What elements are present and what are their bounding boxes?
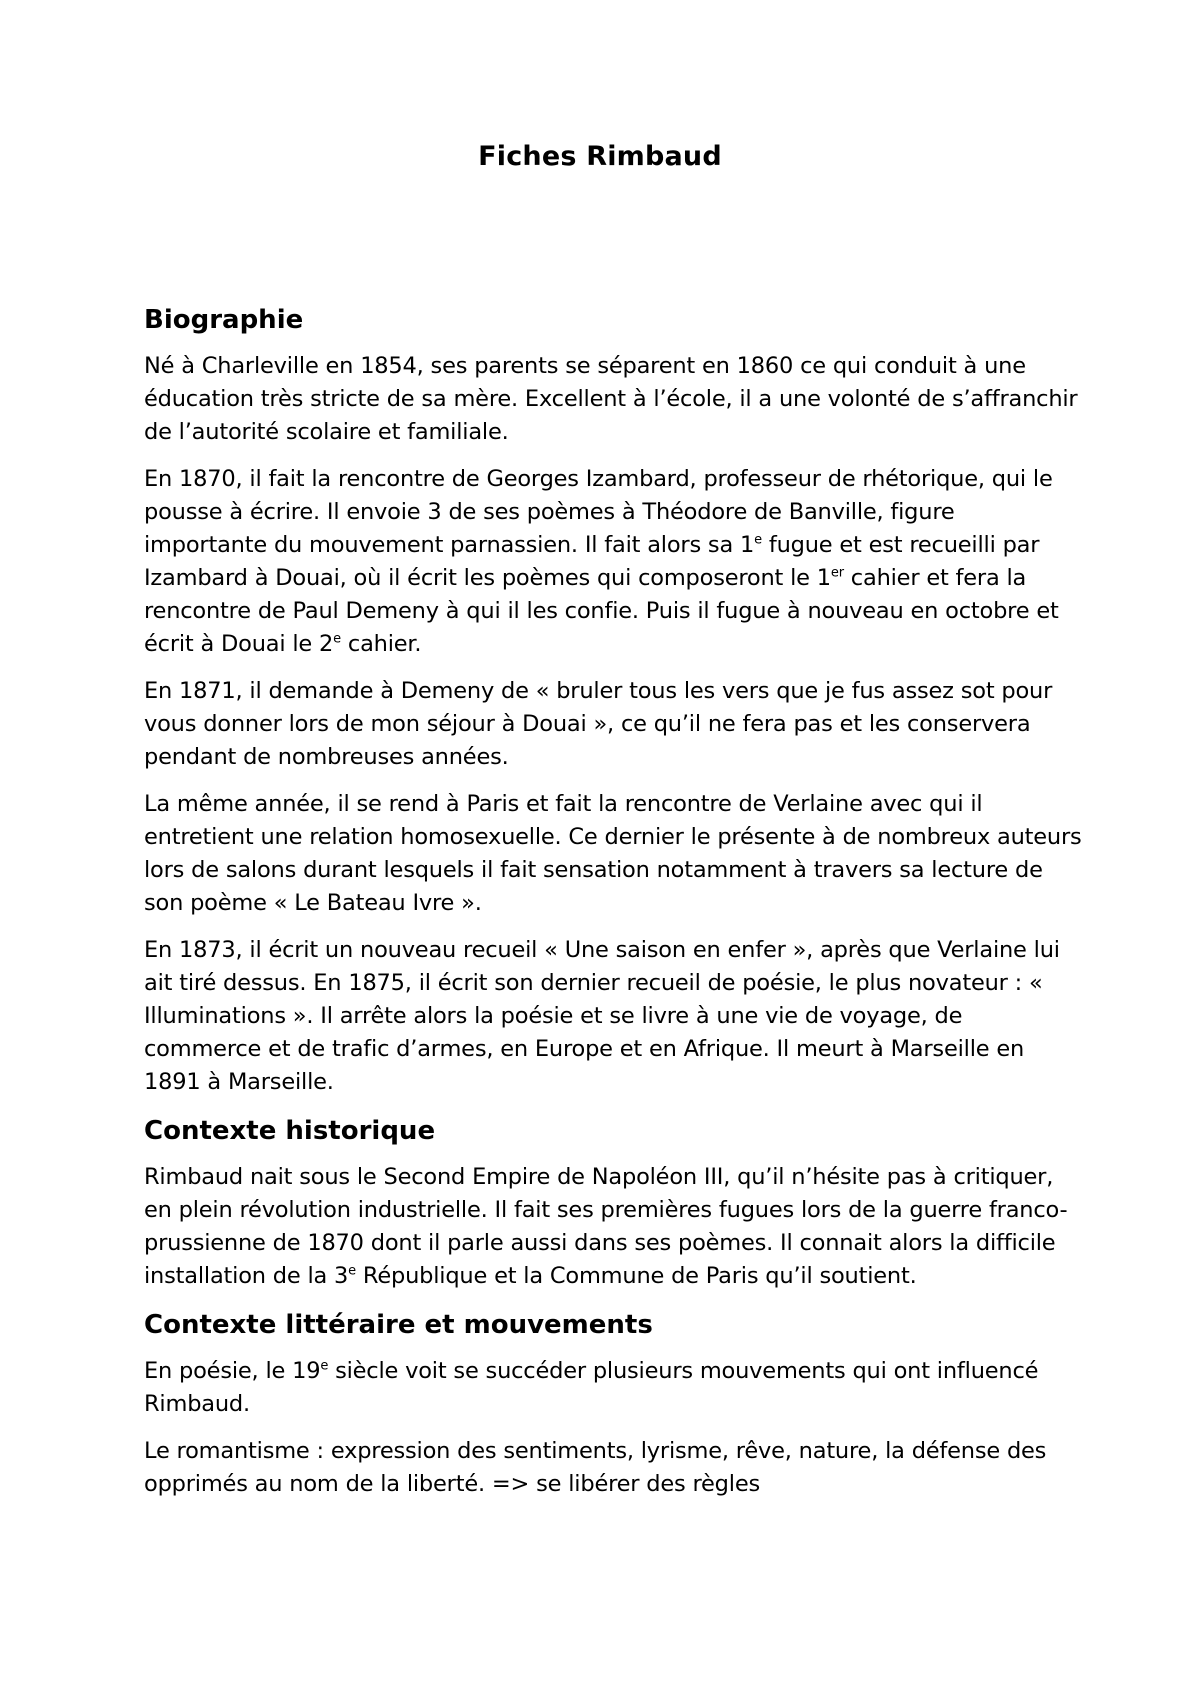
text-run: siècle voit se succéder plusieurs mouvements qui ont influencé Rimbaud.	[144, 1358, 1039, 1417]
paragraph: En 1871, il demande à Demeny de « bruler tous les vers que je fus assez sot pour vous donner lors de mon séjour à Douai », ce qu’il ne fera pas et les conservera pendant de nombreuses années.	[144, 678, 1053, 770]
text-run: En poésie, le 19	[144, 1358, 321, 1384]
superscript: e	[333, 631, 341, 647]
section-heading-contexte-historique: Contexte historique	[144, 1116, 436, 1146]
paragraph	[144, 463, 1084, 661]
document-title: Fiches Rimbaud	[478, 141, 722, 172]
section-contexte-litteraire	[144, 1307, 1084, 1501]
document-body	[144, 302, 1084, 1515]
section-contexte-historique	[144, 1113, 1084, 1293]
text-run: Rimbaud nait sous le Second Empire de Napoléon III, qu’il n’hésite pas à critiquer, en plein révolution industrielle. Il fait ses premières fugues lors de la guerre franco-prussienne de 1870 dont il parle aussi dans ses poèmes. Il connait alors la difficile installation de la 3	[144, 1164, 1068, 1289]
section-heading-contexte-litteraire: Contexte littéraire et mouvements	[144, 1310, 653, 1340]
superscript: e	[320, 1358, 329, 1374]
paragraph: Le romantisme : expression des sentiments, lyrisme, rêve, nature, la défense des opprimés au nom de la liberté. => se libérer des règles	[144, 1438, 1047, 1497]
section-biographie	[144, 302, 1084, 1099]
paragraph	[144, 1161, 1084, 1293]
superscript: e	[348, 1263, 356, 1279]
superscript: e	[754, 532, 762, 548]
text-run: cahier et fera la rencontre de Paul Demeny à qui il les confie. Puis il fugue à nouveau en octobre et écrit à Douai le 2	[144, 565, 1059, 657]
paragraph: En 1873, il écrit un nouveau recueil « Une saison en enfer », après que Verlaine lui ait tiré dessus. En 1875, il écrit son dernier recueil de poésie, le plus novateur : « Illuminations ». Il arrête alors la poésie et se livre à une vie de voyage, de commerce et de trafic d’armes, en Europe et en Afrique. Il meurt à Marseille en 1891 à Marseille.	[144, 937, 1060, 1095]
paragraph: La même année, il se rend à Paris et fait la rencontre de Verlaine avec qui il entretient une relation homosexuelle. Ce dernier le présente à de nombreux auteurs lors de salons durant lesquels il fait sensation notamment à travers sa lecture de son poème « Le Bateau Ivre ».	[144, 791, 1082, 916]
superscript: er	[830, 565, 844, 581]
text-run: République et la Commune de Paris qu’il soutient.	[355, 1263, 917, 1289]
paragraph	[144, 1355, 1084, 1421]
section-heading-biographie: Biographie	[144, 305, 304, 335]
text-run: fugue et est recueilli par Izambard à Douai, où il écrit les poèmes qui composeront le 1	[144, 532, 1040, 591]
text-run: En 1870, il fait la rencontre de Georges Izambard, professeur de rhétorique, qui le pousse à écrire. Il envoie 3 de ses poèmes à Théodore de Banville, figure importante du mouvement parnassien. Il fait alors sa 1	[144, 466, 1053, 558]
paragraph: Né à Charleville en 1854, ses parents se séparent en 1860 ce qui conduit à une éducation très stricte de sa mère. Excellent à l’école, il a une volonté de s’affranchir de l’autorité scolaire et familiale.	[144, 353, 1078, 445]
text-run: cahier.	[340, 631, 422, 657]
